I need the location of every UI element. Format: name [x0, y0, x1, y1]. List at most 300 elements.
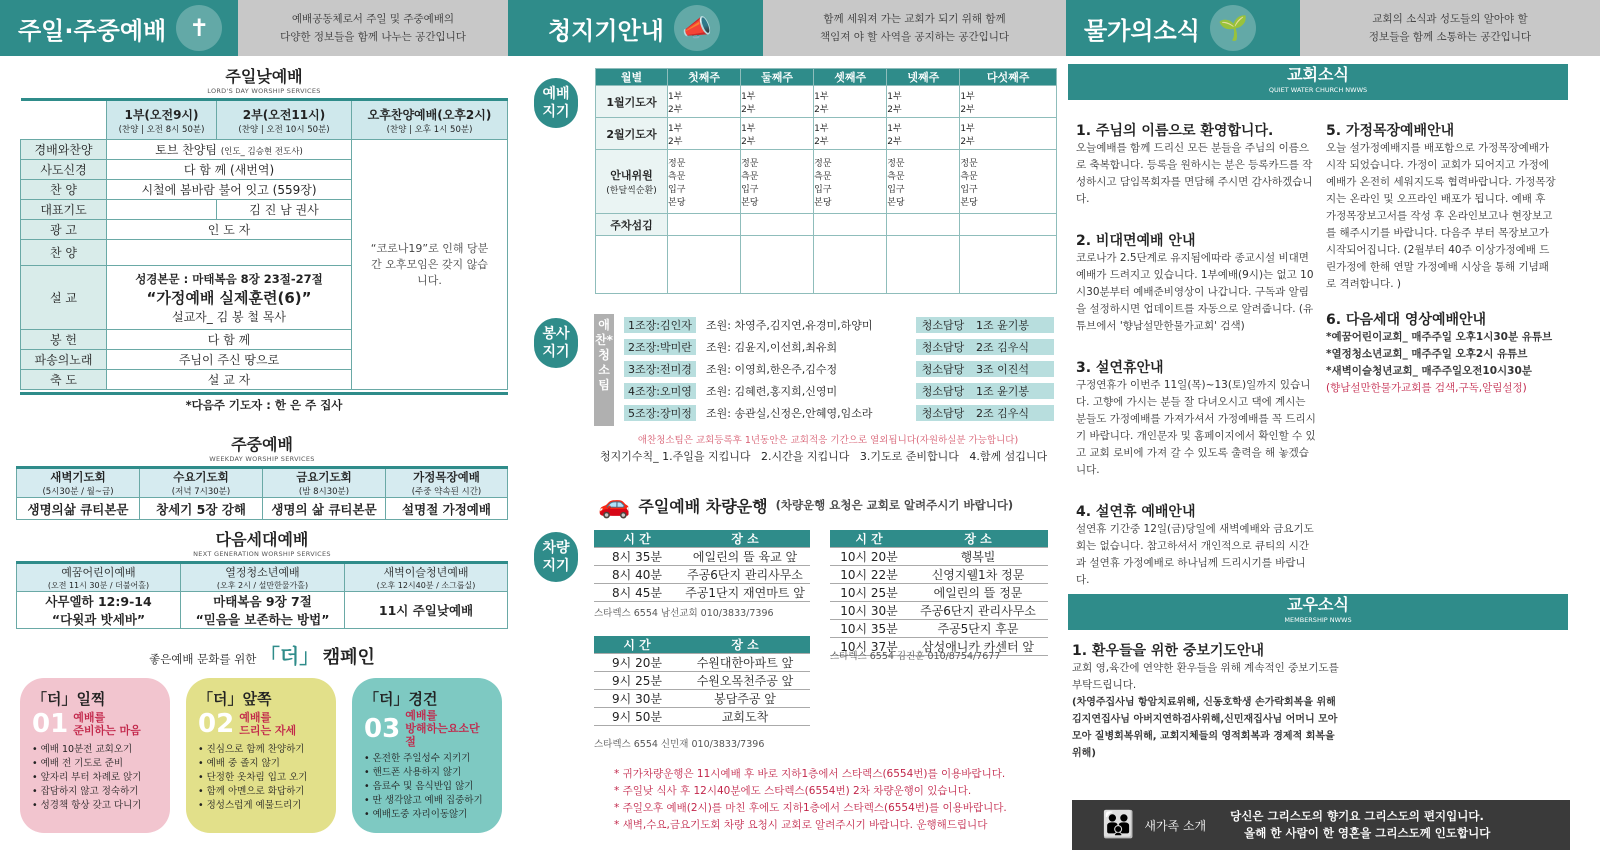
slot [741, 86, 814, 118]
slot [741, 236, 814, 294]
part: 1부 [741, 123, 756, 134]
bus-place: 에일린의 뜰 정문 [908, 584, 1048, 602]
card-lead: 예배를 [405, 709, 438, 722]
row-value: 설 교 자 [107, 370, 352, 390]
card-item: • 성경책 항상 갖고 다니기 [32, 799, 158, 813]
weekday-content: 생명의 삶 큐티본문 [263, 498, 386, 520]
part: 측문 [960, 171, 978, 182]
bus-time: 8시 40분 [594, 566, 680, 584]
news-item-title: 2. 비대면예배 안내 [1076, 233, 1196, 249]
part: 2부 [960, 104, 975, 115]
bus-time: 9시 50분 [594, 708, 680, 726]
row-label: 경배와찬양 [21, 140, 107, 160]
part: 2부 [741, 104, 756, 115]
footer-bar [1072, 800, 1570, 850]
team-duty: 청소담당 [916, 405, 970, 421]
nextgen-text: 11시 주일낮예배 [378, 603, 474, 618]
section-title: 주중예배 [231, 435, 293, 454]
row-label: 설 교 [21, 266, 107, 330]
news-line: *새벽이슬청년교회_ 매주주일오전10시30분 [1326, 365, 1532, 377]
col-head: 시 간 [830, 530, 908, 548]
part: 본당 [741, 197, 759, 208]
card-lead: 방해하는요소단절 [405, 722, 480, 748]
afternoon-notice: “코로나19”로 인해 당분간 오후모임은 갖지 않습니다. [352, 140, 508, 390]
team-duty-value: 1조 윤기봉 [970, 383, 1054, 399]
part: 입구 [668, 184, 686, 195]
bus-time: 10시 37분 [830, 638, 908, 656]
part: 2부 [668, 104, 683, 115]
slot [741, 214, 814, 236]
service-name: 2부(오전11시) [242, 107, 326, 122]
slot [960, 150, 1057, 214]
bible-icon: ✝ [176, 5, 222, 51]
bus-notes [614, 766, 1054, 834]
slot [668, 214, 741, 236]
label-text: 안내위원 [610, 169, 653, 182]
bus-place: 수원대한아파트 앞 [680, 654, 810, 672]
footer-label: 새가족 소개 [1144, 818, 1207, 833]
team-duty-value: 3조 이진석 [970, 361, 1054, 377]
news-line: *열정청소년교회_ 매주주일 오후2시 유튜브 [1326, 348, 1528, 360]
weekday-name: 수요기도회 [173, 470, 229, 484]
card-number: 03 [364, 713, 401, 744]
header-stewards-desc [763, 0, 1066, 56]
megaphone-icon: 📣 [674, 5, 720, 51]
nextgen-text: 마태복음 9장 7절 [213, 594, 312, 609]
part: 1부 [668, 91, 683, 102]
campaign-title [16, 640, 508, 669]
part: 본당 [814, 197, 832, 208]
team-duty: 청소담당 [916, 317, 970, 333]
members-item-title: 1. 환우들을 위한 중보기도안내 [1072, 643, 1264, 659]
nextgen-content [17, 592, 181, 629]
row-value: 김 진 남 권사 [217, 200, 352, 220]
slot [668, 118, 741, 150]
section-title: 다음세대예배 [215, 530, 309, 549]
weekday-name: 새벽기도회 [50, 470, 106, 484]
sunday-section [20, 64, 508, 413]
header-news [1066, 0, 1300, 56]
card-head: 「더」일찍 [32, 690, 106, 708]
card-item: • 정성스럽게 예물드리기 [198, 799, 324, 813]
col-head: 장 소 [908, 530, 1048, 548]
news-item-title: 6. 다음세대 영상예배안내 [1326, 312, 1487, 328]
part: 1부 [814, 123, 829, 134]
col-head: 넷째주 [887, 69, 960, 86]
bus-driver: 스타렉스 6554 김진훈 010/8754/7677 [830, 651, 1001, 662]
section-subtitle: LORD'S DAY WORSHIP SERVICES [207, 87, 321, 95]
weekday-head-2 [140, 468, 263, 498]
nextgen-time: (오후 12시40분 / 소그룹실) [376, 581, 476, 590]
footer-line: 올해 한 사람이 한 영혼을 그리스도께 인도합니다 [1244, 826, 1491, 840]
header-desc: 다양한 정보들을 함께 나누는 공간입니다 [280, 31, 466, 43]
members-header [1068, 594, 1568, 630]
card-item: • 음료수 및 음식반입 않기 [364, 780, 490, 794]
sunday-table [20, 98, 508, 390]
part: 1부 [960, 91, 975, 102]
bus-time: 9시 25분 [594, 672, 680, 690]
part: 2부 [741, 136, 756, 147]
bus-time: 10시 20분 [830, 548, 908, 566]
part: 측문 [741, 171, 759, 182]
bus-place: 수원오목천주공 앞 [680, 672, 810, 690]
header-desc: 책임져 야 할 사역을 공지하는 공간입니다 [819, 31, 1010, 43]
members-title: 교우소식 [1287, 595, 1349, 614]
part: 본당 [668, 197, 686, 208]
team-leader: 5조장:장미정 [624, 405, 696, 421]
team-leader: 3조장:전미경 [624, 361, 696, 377]
bus-place: 삼성애니카 카센터 앞 [908, 638, 1048, 656]
weekday-name: 가정목장예배 [413, 470, 480, 484]
nextgen-name: 새벽이슬청년예배 [383, 566, 469, 579]
header-title: 청지기안내 [548, 16, 664, 45]
service-1 [107, 100, 217, 140]
row-value: 주님이 주신 땅으로 [107, 350, 352, 370]
part: 1부 [741, 91, 756, 102]
part: 입구 [741, 184, 759, 195]
news-subtitle: QUIET WATER CHURCH NWWS [1268, 86, 1368, 94]
slot [741, 118, 814, 150]
team-row [624, 314, 1054, 336]
col-head: 셋째주 [814, 69, 887, 86]
weekday-section [16, 432, 508, 520]
card-number: 01 [32, 709, 69, 739]
service-time: (찬양 | 오전 8시 50분) [118, 124, 205, 135]
row-value [107, 240, 352, 266]
col-head: 다섯째주 [960, 69, 1057, 86]
slot [814, 214, 887, 236]
bus-driver: 스타렉스 6554 신민재 010/3833/7396 [594, 739, 765, 750]
row-label: 주차섬김 [596, 214, 668, 236]
card-item: • 단정한 옷차림 입고 오기 [198, 771, 324, 785]
card-lead: 드리는 자세 [239, 724, 297, 737]
slot [887, 236, 960, 294]
campaign-mark: 「더」 [259, 644, 320, 668]
slot [814, 150, 887, 214]
news-line: (향남설만한물가교회를 검색,구독,알림설정) [1326, 382, 1527, 394]
team-list [624, 314, 1054, 424]
nextgen-time: (오전 11시 30분 / 더불어홀) [47, 581, 150, 590]
car-icon: 🚗 [598, 490, 631, 520]
slot [668, 86, 741, 118]
bus-place: 행복빌 [908, 548, 1048, 566]
bus-place: 주공5단지 후문 [908, 620, 1048, 638]
row-label [596, 150, 668, 214]
bus-time: 10시 35분 [830, 620, 908, 638]
slot [887, 118, 960, 150]
nextgen-text: “믿음을 보존하는 방법” [195, 612, 330, 627]
col-head: 시 간 [594, 530, 680, 548]
slot [814, 118, 887, 150]
weekday-head-4 [386, 468, 508, 498]
team-duty-value: 2조 김우식 [970, 405, 1054, 421]
slot [887, 150, 960, 214]
team-duty-value: 2조 김우식 [970, 339, 1054, 355]
part: 2부 [814, 136, 829, 147]
team-duty-value: 1조 윤기봉 [970, 317, 1054, 333]
pill-service: 봉사 지기 [534, 318, 578, 368]
card-lead: 예배를 [73, 711, 106, 724]
slot [960, 214, 1057, 236]
header-title: 물가의소식 [1084, 16, 1200, 45]
weekday-time: (밤 8시30분) [298, 487, 350, 497]
nextgen-text: “다윗과 밧세바” [51, 612, 146, 627]
team-members: 조원: 차영주,김지연,유경미,하양미 [706, 319, 873, 332]
campaign-card-1 [20, 678, 170, 833]
weekday-content: 설명절 가정예배 [386, 498, 508, 520]
news-item-body: 구정연휴가 이번주 11일(목)~13(토)일까지 있습니다. 고향에 가시는 분들 잘 다녀오시고 댁에 계시는 분들도 가정예배를 가져가셔서 가정예배를 꼭 드리시기 바랍니다. 개인문자 및 홈페이지에서 확인할 수 있고 교회 로비에 가져 갈 수 있도록 출력을 해 놓겠습니다. [1076, 379, 1316, 476]
row-label: 축 도 [21, 370, 107, 390]
header-news-desc [1300, 0, 1600, 56]
row-label: 찬 양 [21, 240, 107, 266]
next-prayer: *다음주 기도자 : 한 은 주 집사 [20, 392, 508, 413]
slot [668, 150, 741, 214]
campaign-main: 캠페인 [322, 647, 375, 668]
blank-cell [107, 200, 217, 220]
nextgen-text: 사무엘하 12:9-14 [45, 594, 152, 609]
col-head: 월별 [596, 69, 668, 86]
section-title: 주일낮예배 [225, 67, 303, 86]
part: 정문 [741, 158, 759, 169]
weekday-time: (5시30분 / 월~금) [42, 487, 114, 497]
service-name: 오후찬양예배(오후2시) [367, 107, 492, 122]
card-item: • 진심으로 함께 찬양하기 [198, 743, 324, 757]
service-2 [217, 100, 352, 140]
team-members: 조원: 송관실,신정은,안혜영,임소라 [706, 407, 873, 420]
card-item: • 딴 생각않고 예배 집중하기 [364, 794, 490, 808]
bus-time: 10시 25분 [830, 584, 908, 602]
col-head: 시 간 [594, 636, 680, 654]
news-item-title: 3. 설연휴안내 [1076, 360, 1164, 376]
weekday-content: 생명의삶 큐티본문 [17, 498, 140, 520]
scripture: 성경본문 : 마태복음 8장 23절-27절 [135, 271, 323, 286]
slot [814, 86, 887, 118]
news-item-body: 설연휴 기간중 12일(금)당일에 새벽예배와 금요기도회는 없습니다. 참고하셔서 개인적으로 큐티의 시간과 설연휴 가정예배로 하나님께 드리시기를 바랍니다. [1076, 523, 1314, 586]
bus-place: 주공1단지 재연마트 앞 [680, 584, 810, 602]
header-stewards [508, 0, 763, 56]
header-worship [0, 0, 238, 56]
weekday-time: (주중 약속된 시간) [411, 487, 482, 497]
campaign-card-2 [186, 678, 336, 833]
bus-note-line: * 주일낮 식사 후 12시40분에도 스타렉스(6554번) 2차 차량운행이 있습니다. [614, 785, 972, 797]
sermon-cell [107, 266, 352, 330]
col-head: 장 소 [680, 636, 810, 654]
card-head: 「더」경건 [364, 690, 438, 708]
sprout-hand-icon: 🌱 [1210, 5, 1256, 51]
col-head: 둘째주 [741, 69, 814, 86]
bus-time: 10시 22분 [830, 566, 908, 584]
part: 입구 [887, 184, 905, 195]
footer-line: 당신은 그리스도의 향기요 그리스도의 편지입니다. [1230, 809, 1484, 823]
bus-time: 9시 30분 [594, 690, 680, 708]
row-value: 다 함 께 [107, 330, 352, 350]
row-value: 시철에 봄바람 불어 잇고 (559장) [107, 180, 352, 200]
part: 2부 [668, 136, 683, 147]
news-line: *예꿈어린이교회_ 매주주일 오후1시30분 유튜브 [1326, 331, 1553, 343]
bus-note: (차량운행 요청은 교회로 알려주시기 바랍니다) [775, 498, 1014, 512]
part: 1부 [887, 91, 902, 102]
header-desc: 교회의 소식과 성도들의 알아야 할 [1372, 13, 1528, 25]
card-item: • 앞자리 부터 차례로 앉기 [32, 771, 158, 785]
sermon-title: “가정예배 실제훈련(6)” [146, 288, 312, 307]
steward-table [595, 68, 1057, 294]
row-value: 인 도 자 [107, 220, 352, 240]
nextgen-content [181, 592, 345, 629]
pill-bus: 차량 지기 [534, 532, 578, 582]
row-value: 다 함 께 (새번역) [107, 160, 352, 180]
header-desc: 예배공동체로서 주일 및 주중예배의 [291, 13, 455, 25]
card-number: 02 [198, 709, 235, 739]
part: 정문 [960, 158, 978, 169]
section-subtitle: WEEKDAY WORSHIP SERVICES [209, 455, 315, 463]
card-item: • 함께 아멘으로 화답하기 [198, 785, 324, 799]
part: 2부 [814, 104, 829, 115]
team-duty: 청소담당 [916, 339, 970, 355]
row-value: 토브 찬양팀 (인도_ 김승현 전도사) [107, 140, 352, 160]
team-row [624, 402, 1054, 424]
part: 측문 [887, 171, 905, 182]
members-item-body: 교회 영,육간에 연약한 환우들을 위해 계속적인 중보기도를 부탁드립니다. [1072, 662, 1339, 691]
news-item-body: 오늘예배를 함께 드리신 모든 분들을 주님의 이름으로 축복합니다. 등록을 원하시는 분은 등록카드를 작성하시고 담임목회자를 면담해 주시면 감사하겠습니다. [1076, 142, 1313, 205]
team-duty: 청소담당 [916, 383, 970, 399]
part: 2부 [887, 104, 902, 115]
team-members: 조원: 이영희,한은주,김수정 [706, 363, 838, 376]
card-item: • 온전한 주일성수 지키기 [364, 752, 490, 766]
label-sub: (한달씩순환) [606, 186, 657, 196]
slot [596, 236, 668, 294]
team-duty: 청소담당 [916, 361, 970, 377]
part: 본당 [960, 197, 978, 208]
slot [960, 236, 1057, 294]
nextgen-section [16, 527, 508, 629]
pill-worship: 예배 지기 [534, 78, 578, 128]
card-item: • 예배 10분전 교회오기 [32, 743, 158, 757]
card-item: • 핸드폰 사용하지 않기 [364, 766, 490, 780]
bus-place: 에일린의 뜰 육교 앞 [680, 548, 810, 566]
news-item-title: 1. 주님의 이름으로 환영합니다. [1076, 123, 1274, 139]
news-col-1 [1076, 120, 1316, 589]
section-subtitle: NEXT GENERATION WORSHIP SERVICES [193, 550, 331, 558]
col-head: 장 소 [680, 530, 810, 548]
bus-place: 봉담주공 앞 [680, 690, 810, 708]
weekday-time: (저녁 7시30분) [171, 487, 231, 497]
bus-time: 8시 45분 [594, 584, 680, 602]
bus-place: 주공6단지 관리사무소 [908, 602, 1048, 620]
nextgen-table [16, 561, 508, 629]
card-head: 「더」앞쪽 [198, 690, 272, 708]
card-item: • 예배 전 기도로 준비 [32, 757, 158, 771]
row-label: 광 고 [21, 220, 107, 240]
slot [741, 150, 814, 214]
row-label: 2월기도자 [596, 118, 668, 150]
card-item: • 예배도중 자리이동않기 [364, 808, 490, 822]
members-item-list: (차영주집사님 항암치료위해, 신동호학생 손가락회복을 위해 김지연집사님 아버지연하검사위해,신민재집사님 어머니 모아모아 질병회복위해, 교회지체들의 영적회복과 경제적 회복을 위해) [1072, 697, 1338, 759]
row-label: 봉 헌 [21, 330, 107, 350]
part: 정문 [887, 158, 905, 169]
nextgen-time: (오후 2시 / 설만한물가홀) [216, 581, 309, 590]
team-leader: 1조장:김인자 [624, 317, 696, 333]
bus-title: 주일예배 차량운행 [638, 496, 768, 516]
news-col-2 [1326, 120, 1558, 397]
news-item-title: 5. 가정목장예배안내 [1326, 123, 1455, 139]
slot [960, 118, 1057, 150]
weekday-table [16, 466, 508, 520]
col-head: 첫째주 [668, 69, 741, 86]
members-subtitle: MEMBERSHIP NWWS [1284, 616, 1352, 624]
row-label: 찬 양 [21, 180, 107, 200]
slot [887, 86, 960, 118]
weekday-head-3 [263, 468, 386, 498]
bus-route-3 [830, 530, 1048, 656]
part: 측문 [814, 171, 832, 182]
bus-time: 10시 30분 [830, 602, 908, 620]
service-time: (찬양 | 오전 10시 50분) [238, 124, 330, 135]
bus-note-line: * 귀가차량운행은 11시예배 후 바로 지하1층에서 스타렉스(6554번)를 이용바랍니다. [614, 768, 1006, 780]
header-title: 주일·주중예배 [18, 16, 167, 45]
bus-place: 신영지웰1차 정문 [908, 566, 1048, 584]
slot [668, 236, 741, 294]
part: 2부 [960, 136, 975, 147]
team-note: 애찬청소팀은 교회등록후 1년동안은 교회적응 기간으로 열외됩니다(자원하실분 가능합니다) [637, 435, 1019, 446]
service-name: 1부(오전9시) [124, 107, 199, 122]
news-title: 교회소식 [1287, 65, 1349, 84]
team-row [624, 358, 1054, 380]
bus-title-row [598, 490, 1013, 520]
bus-route-2 [594, 636, 810, 726]
slot [814, 236, 887, 294]
blank-cell [21, 100, 107, 140]
bus-time: 9시 20분 [594, 654, 680, 672]
team-row [624, 380, 1054, 402]
card-lead: 준비하는 마음 [73, 724, 141, 737]
team-label: 애찬*청소팀 [594, 314, 614, 426]
nextgen-head-1 [17, 563, 181, 592]
part: 1부 [668, 123, 683, 134]
steward-motto: 청지기수칙_ 1.주일을 지킵니다 2.시간을 지킵니다 3.기도로 준비합니다 4.함께 섬깁니다 [600, 450, 1048, 463]
campaign-pre: 좋은예배 문화를 위한 [149, 652, 257, 666]
bus-time: 8시 35분 [594, 548, 680, 566]
bus-place: 주공6단지 관리사무소 [680, 566, 810, 584]
bus-place: 교회도착 [680, 708, 810, 726]
slot [887, 214, 960, 236]
news-item-body: 코로나가 2.5단계로 유지됨에따라 종교시설 비대면예배가 드려지고 있습니다. 1부예배(9시)는 없고 10시30분부터 예배준비영상이 나갑니다. 구독과 알림을 설정하시면 업데이트를 자동으로 알려줍니다. (유튜브에서 '향남설만한물가교회' 검색) [1076, 252, 1314, 332]
row-label: 1월기도자 [596, 86, 668, 118]
weekday-name: 금요기도회 [296, 470, 352, 484]
nextgen-content [345, 592, 508, 629]
weekday-head-1 [17, 468, 140, 498]
header-desc: 정보들을 함께 소통하는 공간입니다 [1368, 31, 1532, 43]
members-item [1072, 640, 1342, 762]
part: 정문 [668, 158, 686, 169]
part: 1부 [960, 123, 975, 134]
nextgen-head-3 [345, 563, 508, 592]
card-item: • 예배 중 졸지 않기 [198, 757, 324, 771]
team-members: 조원: 김혜련,홍지희,신영미 [706, 385, 838, 398]
bus-note-line: * 주일오후 예배(2시)를 마친 후에도 지하1층에서 스타렉스(6554번)를 이용바랍니다. [614, 802, 1007, 814]
part: 입구 [814, 184, 832, 195]
campaign-card-3 [352, 678, 502, 833]
part: 입구 [960, 184, 978, 195]
family-icon: 👪 [1102, 810, 1135, 840]
news-item-title: 4. 설연휴 예배안내 [1076, 504, 1196, 520]
part: 측문 [668, 171, 686, 182]
team-leader: 4조장:오미영 [624, 383, 696, 399]
slot [960, 86, 1057, 118]
news-item-body: 오늘 설가정예배지를 배포함으로 가정목장예배가 시작 되었습니다. 가정이 교회가 되어지고 가정에 예배가 온전히 세워지도록 협력바랍니다. 가정목장지는 온라인 및 오프라인 배포가 됩니다. 예배 후 가정목장보고서를 작성 후 온라인보고나 현장보고를 해주시기를 바랍니다. 다음주 부터 목장보고가 시작되어집니다. (2월부터 40주 이상가정예배 드린가정에 한해 연말 가정예배 시상을 통해 기념패로 격려합니다. ) [1326, 142, 1556, 290]
header-desc: 함께 세워져 가는 교회가 되기 위해 함께 [823, 13, 1006, 25]
service-3 [352, 100, 508, 140]
team-leader: 2조장:박미란 [624, 339, 696, 355]
